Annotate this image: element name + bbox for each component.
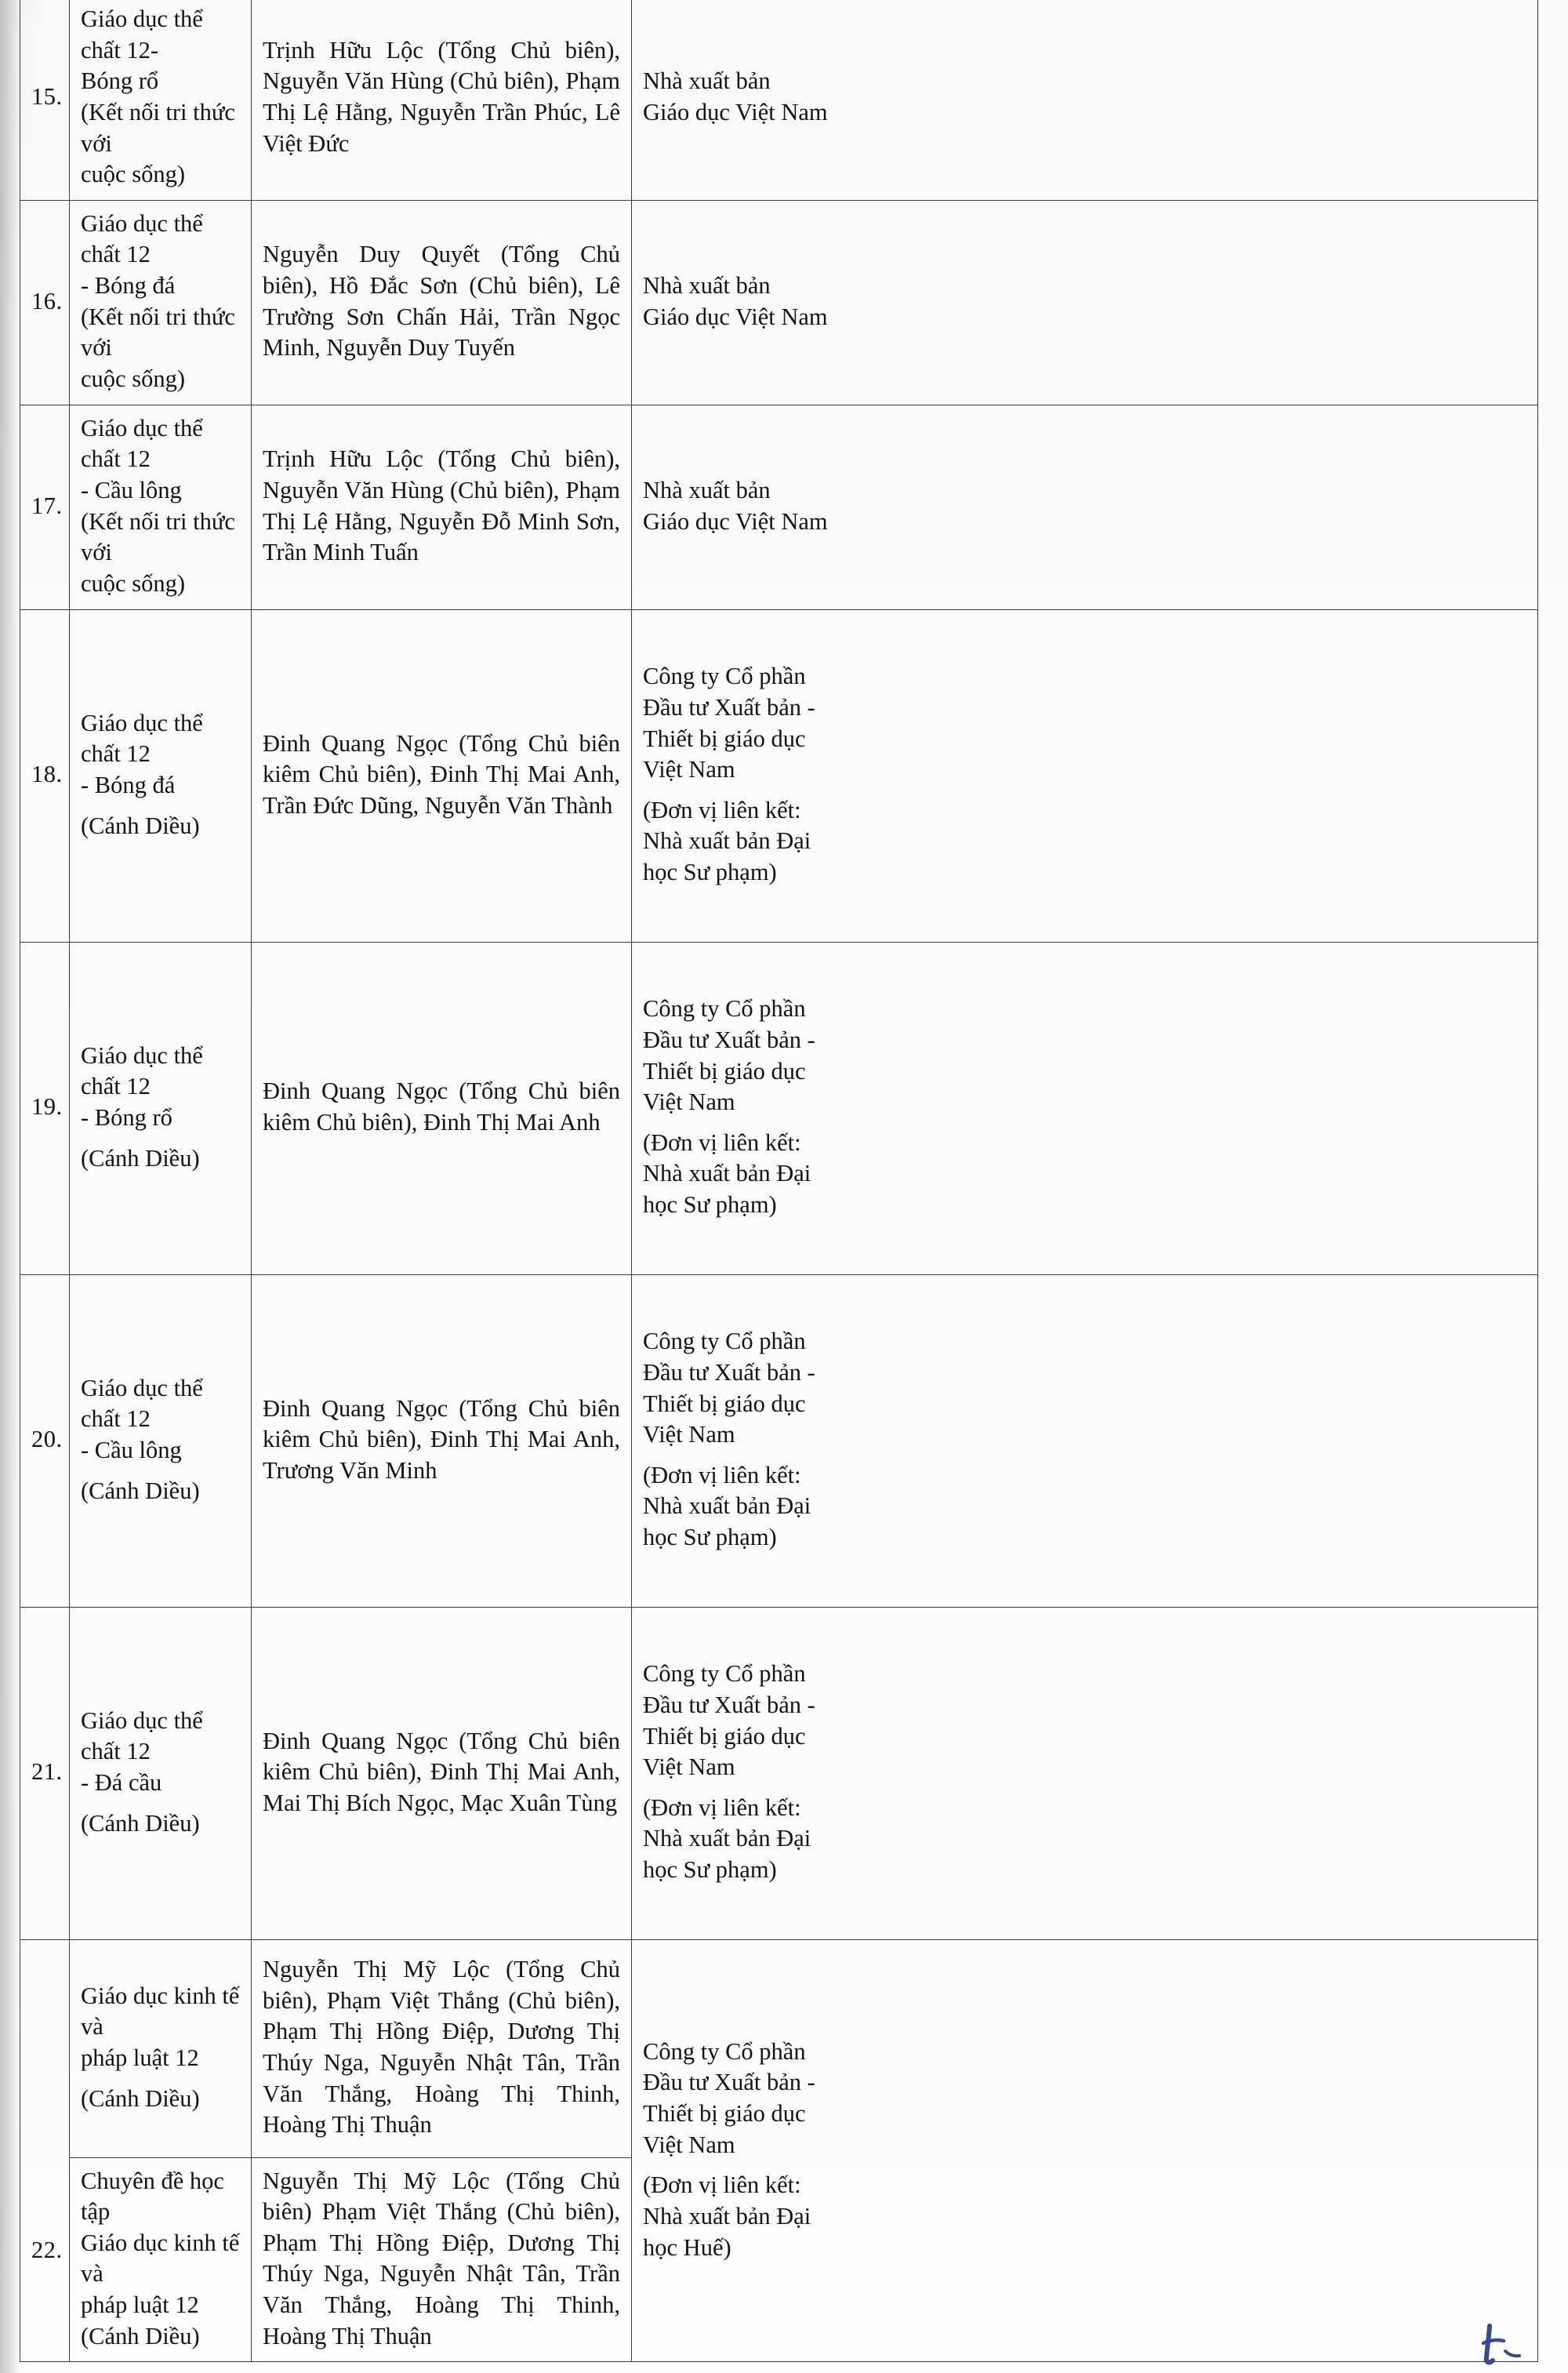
spacer — [81, 2074, 240, 2084]
publisher-cell — [632, 1274, 1538, 1607]
row-number-cell — [20, 200, 70, 405]
spacer — [643, 1118, 1526, 1128]
table-row — [20, 1607, 1538, 1939]
book-series-line: cuộc sống) — [81, 569, 185, 597]
publisher-line: Thiết bị giáo dục — [643, 1390, 806, 1417]
book-title-cell — [70, 1274, 252, 1607]
publisher-cell — [632, 1607, 1538, 1939]
table-row — [20, 1274, 1538, 1607]
book-title-line: Giáo dục thể chất 12- — [81, 5, 203, 64]
book-title-line: Giáo dục thể chất 12 — [81, 709, 203, 768]
book-title-cell — [70, 0, 252, 200]
affiliate-line: học Sư phạm) — [643, 1856, 777, 1884]
publisher-line: Nhà xuất bản — [643, 272, 771, 300]
affiliate-line: (Đơn vị liên kết: — [643, 1461, 801, 1488]
table-row — [20, 1939, 1538, 2157]
book-series-line: (Cánh Diều) — [81, 1144, 200, 1172]
publisher-cell — [632, 405, 1538, 609]
publisher-line: Việt Nam — [643, 1753, 735, 1781]
book-title-line: Giáo dục thể chất 12 — [81, 1041, 203, 1100]
affiliate-line: (Đơn vị liên kết: — [643, 1128, 801, 1156]
affiliate-line: Nhà xuất bản Đại — [643, 2202, 811, 2229]
authors-cell: Nguyễn Thị Mỹ Lộc (Tổng Chủ biên), Phạm Việt Thắng (Chủ biên), Phạm Thị Hồng Điệp, Dương Thị Thúy Nga, Nguyễn Nhật Tân, Trần Văn Thắng, Hoàng Thị Thinh, Hoàng Thị Thuận — [252, 1939, 632, 2157]
book-title-line: - Cầu lông — [81, 1437, 182, 1464]
affiliate-line: Nhà xuất bản Đại — [643, 1492, 811, 1520]
affiliate-line: học Sư phạm) — [643, 1191, 777, 1219]
authors-cell: Đinh Quang Ngọc (Tổng Chủ biên kiêm Chủ biên), Đinh Thị Mai Anh, Mai Thị Bích Ngọc, Mạc Xuân Tùng — [252, 1607, 632, 1939]
publisher-line: Công ty Cổ phần — [643, 663, 806, 690]
book-list-table-wrapper — [20, 0, 1537, 2362]
spacer — [81, 1134, 240, 1143]
book-title-line: - Bóng đá — [81, 772, 176, 799]
spacer — [643, 1783, 1526, 1793]
row-number: 21. — [31, 1758, 63, 1786]
affiliate-line: (Đơn vị liên kết: — [643, 1793, 801, 1821]
book-series-line: (Kết nối tri thức với — [81, 98, 235, 157]
publisher-line: Nhà xuất bản — [643, 476, 771, 503]
authors-cell: Đinh Quang Ngọc (Tổng Chủ biên kiêm Chủ biên), Đinh Thị Mai Anh — [252, 942, 632, 1274]
publisher-line: Đầu tư Xuất bản - — [643, 2069, 815, 2096]
publisher-cell — [632, 1939, 1538, 2362]
book-title-line: - Bóng đá — [81, 272, 176, 300]
affiliate-line: học Sư phạm) — [643, 859, 777, 886]
publisher-line: Thiết bị giáo dục — [643, 2099, 806, 2127]
publisher-line: Việt Nam — [643, 2131, 735, 2158]
row-number-cell — [20, 405, 70, 609]
publisher-line: Thiết bị giáo dục — [643, 1057, 806, 1085]
affiliate-line: học Huế) — [643, 2233, 731, 2261]
authors-cell: Đinh Quang Ngọc (Tổng Chủ biên kiêm Chủ biên), Đinh Thị Mai Anh, Trần Đức Dũng, Nguyễn Văn Thành — [252, 609, 632, 942]
book-series-line: (Cánh Diều) — [81, 1809, 200, 1837]
book-series-line: (Cánh Diều) — [81, 2322, 200, 2349]
affiliate-line: (Đơn vị liên kết: — [643, 796, 801, 823]
publisher-line: Nhà xuất bản — [643, 67, 771, 95]
affiliate-line: (Đơn vị liên kết: — [643, 2171, 801, 2199]
publisher-line: Việt Nam — [643, 1421, 735, 1448]
row-number: 20. — [31, 1426, 63, 1453]
book-title-line: Giáo dục thể chất 12 — [81, 209, 203, 268]
publisher-cell — [632, 200, 1538, 405]
book-title-cell — [70, 1939, 252, 2157]
row-number-cell — [20, 0, 70, 200]
row-number-cell — [20, 1607, 70, 1939]
row-number-cell — [20, 942, 70, 1274]
book-title-line: Bóng rổ — [81, 67, 159, 95]
publisher-line: Công ty Cổ phần — [643, 2037, 806, 2065]
book-title-line: pháp luật 12 — [81, 2044, 199, 2072]
spacer — [81, 1799, 240, 1808]
row-number: 18. — [31, 761, 63, 788]
book-title-line: Giáo dục kinh tế và — [81, 1982, 240, 2040]
publisher-line: Đầu tư Xuất bản - — [643, 693, 815, 721]
authors-cell: Nguyễn Duy Quyết (Tổng Chủ biên), Hồ Đắc Sơn (Chủ biên), Lê Trường Sơn Chấn Hải, Trần Ngọc Minh, Nguyễn Duy Tuyến — [252, 200, 632, 405]
authors-cell: Trịnh Hữu Lộc (Tổng Chủ biên), Nguyễn Văn Hùng (Chủ biên), Phạm Thị Lệ Hằng, Nguyễn Đỗ Minh Sơn, Trần Minh Tuấn — [252, 405, 632, 609]
authors-cell: Đinh Quang Ngọc (Tổng Chủ biên kiêm Chủ biên), Đinh Thị Mai Anh, Trương Văn Minh — [252, 1274, 632, 1607]
book-title-line: Chuyên đề học tập — [81, 2167, 224, 2226]
book-title-cell — [70, 942, 252, 1274]
book-title-line: - Đá cầu — [81, 1769, 162, 1797]
authors-cell: Trịnh Hữu Lộc (Tổng Chủ biên), Nguyễn Văn Hùng (Chủ biên), Phạm Thị Lệ Hằng, Nguyễn Trần Phúc, Lê Việt Đức — [252, 0, 632, 200]
book-title-line: pháp luật 12 — [81, 2291, 199, 2319]
publisher-line: Việt Nam — [643, 1088, 735, 1116]
spacer — [643, 786, 1526, 795]
affiliate-line: Nhà xuất bản Đại — [643, 1160, 811, 1187]
publisher-line: Công ty Cổ phần — [643, 1328, 806, 1355]
publisher-cell — [632, 942, 1538, 1274]
book-list-table — [20, 0, 1538, 2362]
publisher-line: Giáo dục Việt Nam — [643, 98, 828, 125]
publisher-cell — [632, 609, 1538, 942]
publisher-line: Giáo dục Việt Nam — [643, 303, 828, 330]
row-number: 22. — [31, 2236, 63, 2263]
book-series-line: cuộc sống) — [81, 365, 185, 393]
scan-edge-shadow — [0, 0, 20, 2373]
table-row — [20, 0, 1538, 200]
publisher-line: Đầu tư Xuất bản - — [643, 1026, 815, 1053]
book-title-cell — [70, 1607, 252, 1939]
publisher-line: Giáo dục Việt Nam — [643, 507, 828, 535]
spacer — [643, 1451, 1526, 1460]
row-number: 19. — [31, 1093, 63, 1121]
book-title-line: Giáo dục thể chất 12 — [81, 1374, 203, 1433]
book-title-line: - Bóng rổ — [81, 1104, 172, 1132]
book-series-line: (Cánh Diều) — [81, 2084, 200, 2112]
row-number-cell — [20, 609, 70, 942]
authors-cell: Nguyễn Thị Mỹ Lộc (Tổng Chủ biên) Phạm Việt Thắng (Chủ biên), Phạm Thị Hồng Điệp, Dương Thị Thúy Nga, Nguyễn Nhật Tân, Trần Văn Thắng, Hoàng Thị Thinh, Hoàng Thị Thuận — [252, 2157, 632, 2362]
book-series-line: (Cánh Diều) — [81, 1477, 200, 1504]
book-title-line: Giáo dục thể chất 12 — [81, 414, 203, 473]
affiliate-line: học Sư phạm) — [643, 1524, 777, 1551]
publisher-cell — [632, 0, 1538, 200]
spacer — [81, 801, 240, 811]
publisher-line: Thiết bị giáo dục — [643, 1722, 806, 1750]
table-row — [20, 942, 1538, 1274]
row-number: 17. — [31, 492, 63, 519]
table-row — [20, 405, 1538, 609]
publisher-line: Thiết bị giáo dục — [643, 725, 806, 752]
book-title-line: Giáo dục thể chất 12 — [81, 1706, 203, 1765]
row-number-cell — [20, 1274, 70, 1607]
book-title-cell — [70, 200, 252, 405]
affiliate-line: Nhà xuất bản Đại — [643, 1825, 811, 1852]
table-row — [20, 609, 1538, 942]
book-title-cell — [70, 609, 252, 942]
publisher-line: Công ty Cổ phần — [643, 995, 806, 1023]
book-title-cell — [70, 2157, 252, 2362]
row-number: 15. — [31, 83, 63, 111]
table-row — [20, 200, 1538, 405]
book-title-line: - Cầu lông — [81, 476, 182, 503]
book-series-line: (Cánh Diều) — [81, 812, 200, 839]
book-series-line: cuộc sống) — [81, 161, 185, 188]
spacer — [81, 1466, 240, 1476]
publisher-line: Việt Nam — [643, 756, 735, 783]
row-number: 16. — [31, 287, 63, 314]
publisher-line: Đầu tư Xuất bản - — [643, 1691, 815, 1718]
book-title-cell — [70, 405, 252, 609]
publisher-line: Công ty Cổ phần — [643, 1660, 806, 1688]
row-number-cell — [20, 1939, 70, 2362]
book-title-line: Giáo dục kinh tế và — [81, 2229, 240, 2288]
publisher-line: Đầu tư Xuất bản - — [643, 1358, 815, 1386]
affiliate-line: Nhà xuất bản Đại — [643, 827, 811, 855]
book-series-line: (Kết nối tri thức với — [81, 507, 235, 566]
spacer — [643, 2160, 1526, 2170]
book-series-line: (Kết nối tri thức với — [81, 303, 235, 362]
